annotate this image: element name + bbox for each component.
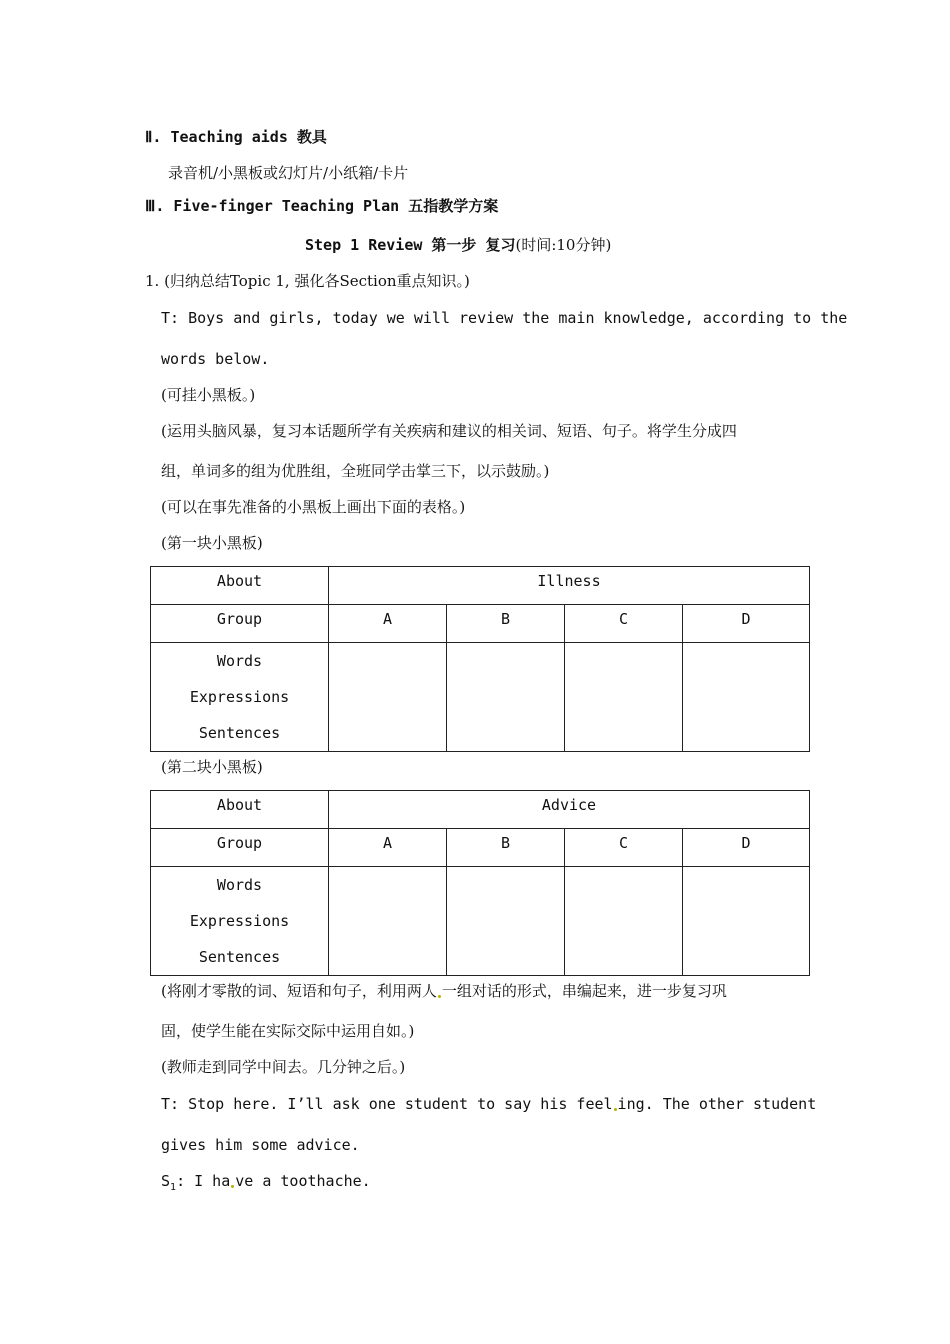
teaching-plan-heading: Ⅲ. Five-finger Teaching Plan 五指教学方案 [145, 197, 499, 215]
board2-label: (第二块小黑板) [161, 758, 263, 776]
note-brainstorm-2: 组，单词多的组为优胜组，全班同学击掌三下，以示鼓励。) [161, 462, 550, 480]
board1-label: (第一块小黑板) [161, 534, 263, 552]
board1-cell-c [565, 643, 683, 752]
board2-table [150, 790, 810, 976]
board1-cell-b [447, 643, 565, 752]
step1-title [305, 235, 611, 256]
board1-topic: Illness [329, 567, 810, 605]
board2-cell-a [329, 867, 447, 976]
marker-dot [231, 1185, 234, 1188]
note-brainstorm-1: (运用头脑风暴，复习本话题所学有关疾病和建议的相关词、短语、句子。将学生分成四 [161, 422, 737, 440]
teacher-line-1: T: Boys and girls, today we will review the main knowledge, according to the [161, 309, 848, 327]
board2-words-label: Words [216, 876, 263, 894]
board1-group-label: Group [151, 605, 329, 643]
board1-group-b: B [447, 605, 565, 643]
board1-cell-d [683, 643, 810, 752]
board1-table [150, 566, 810, 752]
teaching-aids-items: 录音机/小黑板或幻灯片/小纸箱/卡片 [168, 164, 409, 182]
board2-row-labels [151, 867, 329, 976]
note-hang-board: (可挂小黑板。) [161, 386, 256, 404]
item-1-summary: 1. (归纳总结Topic 1, 强化各Section重点知识。) [145, 272, 470, 290]
teacher-stop-b: ing. The other student [617, 1095, 817, 1113]
student1-text-b: ve a toothache. [235, 1172, 371, 1190]
student1-text-a: : I ha [176, 1172, 231, 1190]
step1-time: (时间:10分钟) [515, 236, 612, 254]
marker-dot [438, 995, 441, 998]
board2-topic: Advice [329, 791, 810, 829]
board2-group-d: D [683, 829, 810, 867]
board1-group-d: D [683, 605, 810, 643]
note-dialog-1b: 一组对话的形式，串编起来，进一步复习巩 [441, 982, 727, 1000]
student1-line [161, 1171, 371, 1198]
note-dialog-2: 固，使学生能在实际交际中运用自如。) [161, 1022, 415, 1040]
board2-group-a: A [329, 829, 447, 867]
note-dialog-1a: (将刚才零散的词、短语和句子，利用两人 [161, 982, 437, 1000]
board1-about-label: About [151, 567, 329, 605]
board2-expressions-label: Expressions [189, 912, 290, 930]
note-prepare-table: (可以在事先准备的小黑板上画出下面的表格。) [161, 498, 466, 516]
board2-cell-b [447, 867, 565, 976]
board2-cell-c [565, 867, 683, 976]
board1-sentences-label: Sentences [198, 724, 281, 742]
student-speaker: S [161, 1172, 171, 1190]
board1-row-labels [151, 643, 329, 752]
step1-title-text: Step 1 Review 第一步 复习 [305, 236, 516, 254]
note-dialog-1 [161, 981, 727, 1001]
marker-dot [614, 1108, 617, 1111]
student-number: 1 [170, 1182, 177, 1193]
teacher-stop-a: T: Stop here. I’ll ask one student to say his feel [161, 1095, 613, 1113]
board1-words-label: Words [216, 652, 263, 670]
board1-group-c: C [565, 605, 683, 643]
note-teacher-walks: (教师走到同学中间去。几分钟之后。) [161, 1058, 406, 1076]
teacher-stop-line [161, 1094, 816, 1114]
board1-group-a: A [329, 605, 447, 643]
board2-group-label: Group [151, 829, 329, 867]
teacher-line-2: words below. [161, 350, 270, 368]
board1-expressions-label: Expressions [189, 688, 290, 706]
board2-group-b: B [447, 829, 565, 867]
teaching-aids-heading: Ⅱ. Teaching aids 教具 [145, 128, 327, 146]
board2-sentences-label: Sentences [198, 948, 281, 966]
board1-cell-a [329, 643, 447, 752]
board2-cell-d [683, 867, 810, 976]
teacher-stop-line-2: gives him some advice. [161, 1136, 360, 1154]
board2-about-label: About [151, 791, 329, 829]
board2-group-c: C [565, 829, 683, 867]
